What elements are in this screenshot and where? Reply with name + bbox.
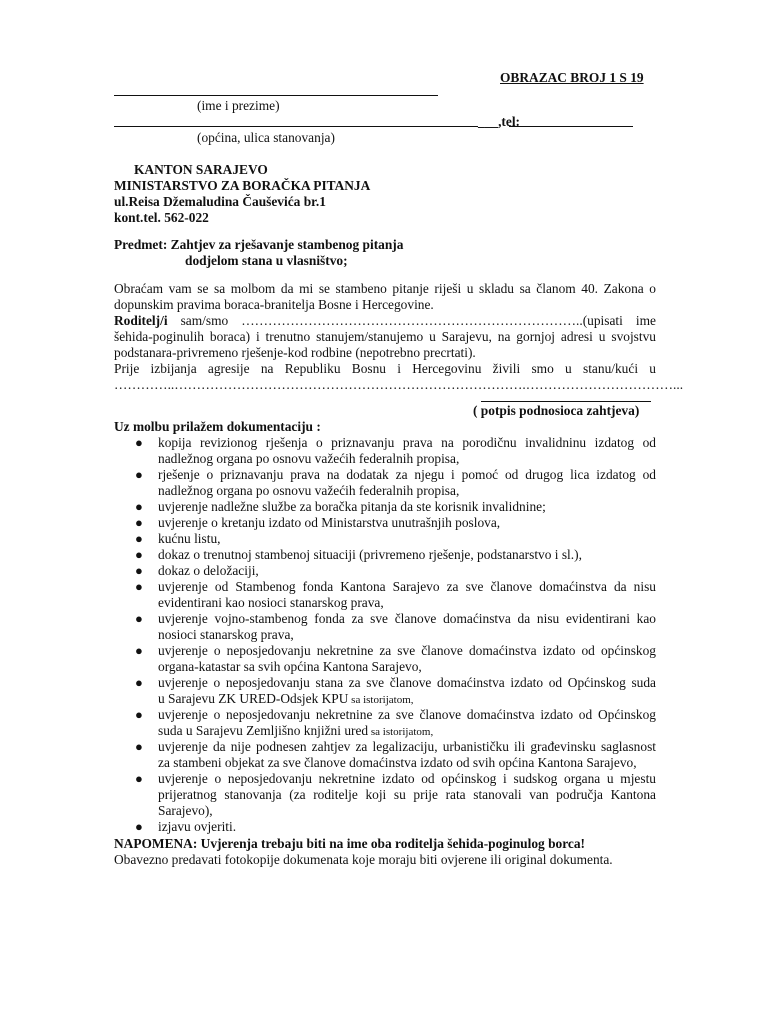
history-suffix: sa istorijatom, (368, 726, 434, 738)
addressee-phone: kont.tel. 562-022 (114, 210, 209, 225)
address-caption: (općina, ulica stanovanja) (197, 130, 335, 145)
parents-paragraph (114, 313, 656, 361)
bullet-icon: ● (135, 675, 143, 690)
list-item: ● uvjerenje o neposjedovanju stana za sve članove domaćinstva izdato od Općinskog suda u Sarajevu ZK URED-Odsjek KPU sa istorijatom, (135, 675, 656, 706)
request-line-2: dopunskim pravima boraca-branitelja Bosne i Hercegovine. (114, 297, 434, 312)
list-item: ● uvjerenje nadležne službe za boračka pitanja da ste korisnik invalidnine; (135, 499, 546, 514)
list-item: ● dokaz o trenutnoj stambenoj situaciji (privremeno rješenje, podstanarstvo i sl.), (135, 547, 582, 562)
bullet-icon: ● (135, 563, 143, 578)
bullet-icon: ● (135, 579, 143, 594)
list-item: ● uvjerenje vojno-stambenog fonda za sve članove domaćinstva da nisu evidentirani kao nosioci stanarskog prava, (135, 611, 656, 642)
tel-line (509, 126, 633, 127)
bullet-icon: ● (135, 531, 143, 546)
parents-line-2: šehida-poginulih boraca) i trenutno stanujem/stanujemo u Sarajevu, na gornjoj adresi u svojstvu (114, 329, 656, 344)
signature-line (481, 401, 651, 402)
request-line-1: Obraćam vam se sa molbom da mi se stambeno pitanje riješi u skladu sa članom 40. Zakona o (114, 281, 656, 296)
addressee-street: ul.Reisa Džemaludina Čauševića br.1 (114, 194, 326, 209)
list-item: ● izjavu ovjeriti. (135, 819, 237, 834)
bullet-icon: ● (135, 499, 143, 514)
prewar-paragraph (114, 361, 684, 393)
list-item: ● kopija revizionog rješenja o priznavanju prava na porodičnu invalidninu izdatog od nadležnog organa po osnovu važećih federalnih propisa, (135, 435, 656, 466)
list-item: ● kućnu listu, (135, 531, 221, 546)
signature-caption: ( potpis podnosioca zahtjeva) (473, 403, 640, 418)
name-caption: (ime i prezime) (197, 98, 280, 113)
bullet-icon: ● (135, 435, 143, 450)
list-item: ● rješenje o priznavanju prava na dodatak za njegu i pomoć od drugog lica izdatog od nadležnog organa po osnovu važećih federalnih propisa, (135, 467, 656, 498)
list-item: ● uvjerenje o neposjedovanju nekretnine za sve članove domaćinstva izdato od Općinskog suda u Sarajevu Zemljišno knjižni ured sa istorijatom, (135, 707, 656, 738)
prewar-line-1: Prije izbijanja agresije na Republiku Bosnu i Hercegovinu živili smo u stanu/kući u (114, 361, 656, 376)
prewar-line-2: …………..…………………………………………………………………….……………………………... (114, 377, 684, 392)
addressee-canton: KANTON SARAJEVO (134, 162, 268, 177)
bullet-icon: ● (135, 707, 143, 722)
list-item: ● uvjerenje o kretanju izdato od Ministarstva unutrašnjih poslova, (135, 515, 501, 530)
tel-label: ___,tel: (478, 114, 521, 129)
subject-block (114, 237, 403, 269)
attachments-list (114, 435, 656, 835)
bullet-icon: ● (135, 643, 143, 658)
list-item: ● uvjerenje o neposjedovanju nekretnine za sve članove domaćinstva izdato od općinskog organa-katastar sa svih općina Kantona Sarajevo, (135, 643, 656, 674)
request-paragraph (114, 281, 656, 313)
bullet-icon: ● (135, 611, 143, 626)
bullet-icon: ● (135, 819, 143, 834)
bullet-icon: ● (135, 547, 143, 562)
parents-line-3: podstanara-privremeno rješenje-kod rodbine (nepotrebno precrtati). (114, 345, 476, 360)
subject-line-2: dodjelom stana u vlasništvo; (185, 253, 348, 268)
attachments-heading: Uz molbu prilažem dokumentaciju : (114, 419, 321, 434)
parents-label: Roditelj/i (114, 313, 168, 328)
form-number: OBRAZAC BROJ 1 S 19 (500, 70, 644, 85)
bullet-icon: ● (135, 515, 143, 530)
list-item: ● uvjerenje o neposjedovanju nekretnine izdato od općinskog i sudskog organa u mjestu prijeratnog stanovanja (za roditelje koji su prije rata stanovali van područja Kantona Sarajevo), (135, 771, 656, 818)
subject-line-1: Predmet: Zahtjev za rješavanje stambenog pitanja (114, 237, 404, 252)
list-item: ● uvjerenje od Stambenog fonda Kantona Sarajevo za sve članove domaćinstva da nisu evidentirani kao nosioci stanarskog prava, (135, 579, 656, 610)
bullet-icon: ● (135, 739, 143, 754)
bullet-icon: ● (135, 771, 143, 786)
parents-line-1-rest: sam/smo …………………………………………………………………..(upisati ime (167, 313, 656, 328)
parents-line-1 (114, 313, 656, 329)
list-item: ● dokaz o deložaciji, (135, 563, 259, 578)
bullet-icon: ● (135, 467, 143, 482)
note-heading: NAPOMENA: Uvjerenja trebaju biti na ime oba roditelja šehida-poginulog borca! (114, 836, 586, 851)
history-suffix: sa istorijatom, (348, 694, 414, 706)
addressee-block (114, 162, 370, 226)
name-line (114, 95, 438, 96)
note-text: Obavezno predavati fotokopije dokumenata koje moraju biti ovjerene ili original dokumenta. (114, 852, 613, 867)
list-item: ● uvjerenje da nije podnesen zahtjev za legalizaciju, urbanističku ili građevinsku saglasnost za stambeni objekat za sve članove domaćinstva izdato od svih općina Kantona Sarajevo, (135, 739, 656, 770)
address-line (114, 126, 478, 127)
addressee-ministry: MINISTARSTVO ZA BORAČKA PITANJA (114, 178, 371, 193)
